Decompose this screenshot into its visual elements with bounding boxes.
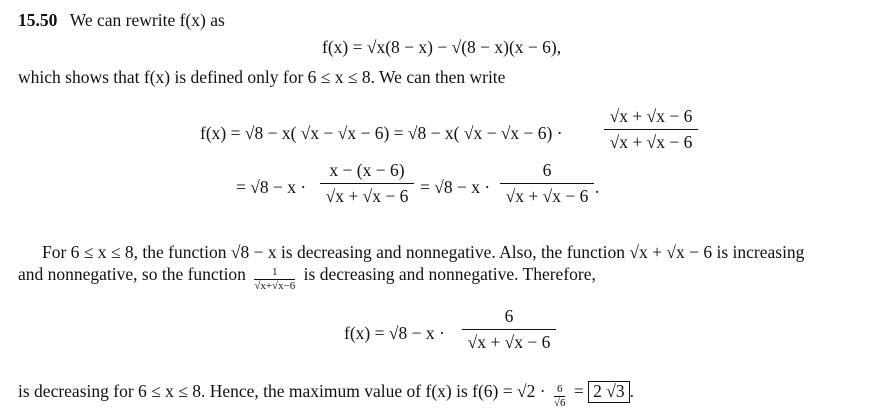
fraction-numerator: x − (x − 6): [329, 160, 405, 180]
inline-fraction-numerator: 1: [272, 266, 278, 278]
equation-3-part2: = √8 − x ·: [420, 177, 491, 197]
paragraph-line-2: [18, 266, 596, 292]
conclusion-text: is decreasing for 6 ≤ x ≤ 8. Hence, the maximum value of f(x) is f(6) = √2 ·: [18, 381, 546, 401]
fraction-denominator: √x + √x − 6: [505, 185, 589, 206]
boxed-answer: 2 √3: [588, 381, 629, 403]
conclusion-fraction: [554, 384, 566, 409]
equation-3-fraction-1: [320, 162, 414, 205]
inline-fraction: [254, 267, 295, 292]
equation-2-lhs: f(x) = √8 − x( √x − √x − 6) = √8 − x( √x − √x − 6) ·: [200, 123, 563, 143]
conclusion-equals: =: [573, 381, 584, 401]
fraction-numerator: 6: [542, 160, 552, 180]
equation-4-lhs: f(x) = √8 − x ·: [344, 323, 445, 343]
domain-statement: which shows that f(x) is defined only for 6 ≤ x ≤ 8. We can then write: [18, 67, 506, 87]
conclusion-fraction-denominator: √6: [553, 397, 566, 409]
equation-3-fraction-2: [500, 162, 594, 205]
paragraph-line-2-a: and nonnegative, so the function: [18, 264, 246, 284]
fraction-denominator: √x + √x − 6: [325, 185, 409, 206]
conclusion-period: .: [629, 381, 634, 401]
fraction-numerator: 6: [504, 306, 514, 326]
paragraph-line-2-b: is decreasing and nonnegative. Therefore,: [303, 264, 596, 284]
conclusion-line: [18, 381, 634, 409]
problem-intro: We can rewrite f(x) as: [69, 10, 225, 30]
equation-1: f(x) = √x(8 − x) − √(8 − x)(x − 6),: [322, 37, 562, 57]
fraction-numerator: √x + √x − 6: [609, 106, 693, 126]
conclusion-fraction-numerator: 6: [556, 383, 563, 395]
problem-number: 15.50: [18, 10, 58, 30]
fraction-denominator: √x + √x − 6: [609, 131, 693, 152]
equation-4-fraction: [462, 308, 556, 351]
equation-3-part1: = √8 − x ·: [236, 177, 307, 197]
fraction-denominator: √x + √x − 6: [467, 331, 551, 352]
equation-2-fraction: [604, 108, 698, 151]
inline-fraction-denominator: √x+√x−6: [254, 280, 296, 292]
paragraph-line-1: For 6 ≤ x ≤ 8, the function √8 − x is decreasing and nonnegative. Also, the function √x + √x − 6 is increasing: [42, 242, 805, 262]
problem-header: [18, 12, 225, 30]
equation-3-period: .: [595, 177, 600, 197]
